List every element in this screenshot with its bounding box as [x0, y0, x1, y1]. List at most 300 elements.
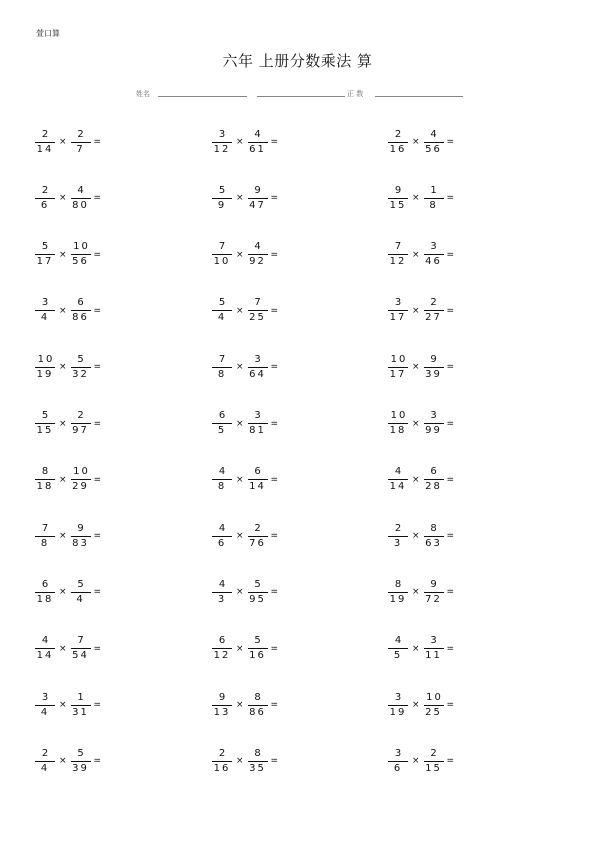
times-sign: ×	[59, 418, 67, 429]
denominator: 8	[424, 198, 444, 212]
problem-item	[34, 347, 101, 387]
denominator: 17	[389, 368, 407, 380]
fraction	[211, 635, 233, 662]
equals-sign: =	[446, 362, 455, 373]
equals-sign: =	[270, 700, 279, 710]
problem-item	[211, 685, 278, 725]
denominator: 25	[249, 312, 266, 324]
denominator: 7	[71, 142, 91, 156]
fraction	[387, 129, 409, 156]
problem-item	[34, 516, 101, 556]
equals-sign: =	[446, 474, 455, 485]
numerator: 3	[394, 747, 404, 759]
equals-sign: =	[270, 137, 279, 147]
fraction	[34, 635, 56, 662]
denominator: 16	[249, 650, 266, 662]
denominator: 31	[72, 706, 89, 718]
numerator: 10	[390, 410, 408, 421]
numerator: 4	[254, 128, 263, 140]
denominator: 10	[213, 256, 231, 268]
denominator: 15	[389, 199, 407, 211]
times-sign: ×	[59, 531, 67, 542]
numerator: 2	[430, 747, 439, 759]
fraction	[387, 241, 409, 268]
name-field-line[interactable]	[158, 96, 247, 97]
numerator: 6	[254, 466, 263, 478]
denominator: 56	[72, 256, 89, 268]
problem-item	[387, 404, 454, 444]
denominator: 9	[212, 198, 232, 212]
numerator: 3	[430, 241, 439, 253]
denominator: 4	[35, 761, 55, 775]
numerator: 8	[254, 747, 263, 759]
fraction	[247, 523, 269, 550]
times-sign: ×	[236, 700, 244, 710]
times-sign: ×	[236, 418, 244, 429]
problem-item	[387, 741, 454, 781]
equals-sign: =	[270, 418, 279, 429]
denominator: 6	[212, 536, 232, 550]
correct-count-field-line[interactable]	[375, 96, 463, 97]
name-label: 姓名	[136, 90, 150, 98]
fraction	[70, 635, 92, 662]
fraction	[211, 523, 233, 550]
numerator: 5	[254, 635, 263, 647]
problem-item	[34, 291, 101, 331]
problem-item	[211, 235, 278, 275]
denominator: 14	[389, 481, 407, 493]
equals-sign: =	[93, 362, 102, 373]
problem-item	[387, 460, 454, 500]
fraction	[423, 523, 445, 550]
denominator: 6	[35, 198, 55, 212]
numerator: 3	[254, 410, 263, 421]
numerator: 4	[218, 466, 228, 478]
numerator: 4	[41, 635, 51, 647]
equals-sign: =	[446, 756, 455, 767]
denominator: 3	[212, 592, 232, 606]
denominator: 3	[388, 536, 408, 550]
numerator: 2	[41, 747, 51, 759]
problem-item	[34, 741, 101, 781]
problem-item	[34, 460, 101, 500]
numerator: 6	[218, 635, 228, 647]
denominator: 15	[36, 425, 54, 436]
problem-item	[34, 572, 101, 612]
numerator: 7	[218, 353, 228, 365]
numerator: 9	[254, 184, 263, 196]
denominator: 25	[425, 706, 442, 718]
denominator: 63	[425, 537, 442, 549]
fraction	[387, 185, 409, 212]
problem-item	[211, 404, 278, 444]
problem-item	[34, 685, 101, 725]
times-sign: ×	[59, 587, 67, 598]
denominator: 19	[389, 593, 407, 605]
fraction	[211, 129, 233, 156]
numerator: 4	[394, 466, 404, 478]
denominator: 12	[213, 650, 231, 662]
denominator: 14	[36, 650, 54, 662]
numerator: 10	[73, 241, 90, 253]
times-sign: ×	[412, 474, 420, 485]
denominator: 47	[249, 199, 266, 211]
fraction	[34, 354, 56, 381]
times-sign: ×	[412, 362, 420, 373]
denominator: 97	[72, 425, 89, 436]
denominator: 17	[389, 312, 407, 324]
fraction	[211, 185, 233, 212]
times-sign: ×	[59, 193, 67, 204]
problem-item	[211, 178, 278, 218]
numerator: 2	[77, 128, 86, 140]
denominator: 14	[249, 481, 266, 493]
numerator: 3	[218, 128, 228, 140]
denominator: 16	[213, 762, 231, 774]
times-sign: ×	[236, 305, 244, 316]
numerator: 9	[218, 691, 228, 703]
fraction	[70, 241, 92, 268]
fraction	[423, 410, 445, 437]
problem-item	[211, 460, 278, 500]
numerator: 8	[41, 466, 51, 478]
times-sign: ×	[236, 587, 244, 598]
problem-item	[34, 235, 101, 275]
numerator: 10	[73, 466, 90, 478]
fraction	[387, 748, 409, 775]
problem-item	[34, 404, 101, 444]
fraction	[211, 692, 233, 719]
fraction	[423, 185, 445, 212]
times-sign: ×	[236, 249, 244, 260]
times-sign: ×	[412, 418, 420, 429]
times-sign: ×	[59, 362, 67, 373]
numerator: 4	[254, 241, 263, 253]
times-sign: ×	[59, 474, 67, 485]
fraction	[70, 692, 92, 719]
numerator: 2	[430, 297, 439, 309]
denominator: 18	[36, 481, 54, 493]
problem-item	[34, 122, 101, 162]
fraction	[34, 241, 56, 268]
fraction	[247, 579, 269, 606]
times-sign: ×	[59, 249, 67, 260]
numerator: 6	[430, 466, 439, 478]
equals-sign: =	[93, 249, 102, 260]
fraction	[423, 354, 445, 381]
fraction	[423, 748, 445, 775]
denominator: 4	[35, 310, 55, 324]
times-sign: ×	[412, 756, 420, 767]
numerator: 2	[394, 128, 404, 140]
fraction	[387, 523, 409, 550]
fraction	[387, 466, 409, 493]
numerator: 1	[430, 184, 439, 196]
numerator: 3	[430, 635, 439, 647]
numerator: 5	[41, 241, 51, 253]
equals-sign: =	[446, 700, 455, 710]
fraction	[423, 635, 445, 662]
equals-sign: =	[93, 418, 102, 429]
fraction	[34, 297, 56, 324]
numerator: 5	[77, 578, 86, 590]
denominator: 81	[249, 425, 266, 436]
numerator: 10	[37, 353, 55, 365]
numerator: 3	[430, 410, 439, 421]
denominator: 56	[425, 143, 442, 155]
fraction	[247, 354, 269, 381]
numerator: 1	[77, 691, 86, 703]
denominator: 16	[389, 143, 407, 155]
denominator: 19	[389, 706, 407, 718]
numerator: 4	[218, 578, 228, 590]
times-sign: ×	[59, 643, 67, 654]
times-sign: ×	[236, 474, 244, 485]
denominator: 15	[425, 762, 442, 774]
denominator: 12	[213, 143, 231, 155]
denominator: 72	[425, 593, 442, 605]
denominator: 99	[425, 425, 442, 436]
problem-item	[387, 122, 454, 162]
numerator: 2	[41, 184, 51, 196]
denominator: 61	[249, 143, 266, 155]
numerator: 2	[254, 522, 263, 534]
page-title: 六年 上册分数乘法 算	[222, 52, 373, 70]
problem-item	[211, 291, 278, 331]
denominator: 39	[72, 762, 89, 774]
equals-sign: =	[93, 756, 102, 767]
equals-sign: =	[93, 643, 102, 654]
times-sign: ×	[412, 643, 420, 654]
times-sign: ×	[236, 643, 244, 654]
fraction	[247, 692, 269, 719]
fraction	[387, 579, 409, 606]
numerator: 2	[41, 128, 51, 140]
problem-item	[211, 122, 278, 162]
denominator: 18	[389, 425, 407, 436]
fraction	[247, 297, 269, 324]
fraction	[423, 129, 445, 156]
problem-item	[387, 178, 454, 218]
problem-item	[387, 347, 454, 387]
fraction	[387, 635, 409, 662]
denominator: 4	[71, 592, 91, 606]
equals-sign: =	[446, 137, 455, 147]
numerator: 7	[218, 241, 228, 253]
times-sign: ×	[236, 362, 244, 373]
denominator: 8	[212, 479, 232, 493]
equals-sign: =	[93, 305, 102, 316]
equals-sign: =	[446, 531, 455, 542]
numerator: 8	[394, 578, 404, 590]
times-sign: ×	[236, 756, 244, 767]
denominator: 92	[249, 256, 266, 268]
times-sign: ×	[412, 137, 420, 147]
numerator: 9	[77, 522, 86, 534]
numerator: 6	[77, 297, 86, 309]
numerator: 3	[41, 691, 51, 703]
equals-sign: =	[270, 474, 279, 485]
numerator: 3	[394, 297, 404, 309]
fraction	[211, 354, 233, 381]
numerator: 5	[77, 747, 86, 759]
fraction	[211, 466, 233, 493]
fraction	[247, 466, 269, 493]
fraction	[423, 466, 445, 493]
denominator: 54	[72, 650, 89, 662]
denominator: 19	[36, 368, 54, 380]
numerator: 5	[254, 578, 263, 590]
equals-sign: =	[93, 474, 102, 485]
fraction	[211, 579, 233, 606]
denominator: 29	[72, 481, 89, 493]
fraction	[211, 241, 233, 268]
fraction	[247, 129, 269, 156]
problem-item	[211, 629, 278, 669]
fraction	[211, 410, 233, 437]
corner-label: 萱口算	[36, 29, 60, 38]
denominator: 14	[36, 143, 54, 155]
equals-sign: =	[270, 305, 279, 316]
numerator: 4	[394, 635, 404, 647]
problem-item	[387, 516, 454, 556]
numerator: 7	[394, 241, 404, 253]
equals-sign: =	[270, 756, 279, 767]
times-sign: ×	[412, 531, 420, 542]
equals-sign: =	[93, 531, 102, 542]
equals-sign: =	[270, 643, 279, 654]
equals-sign: =	[446, 587, 455, 598]
fraction	[34, 523, 56, 550]
times-sign: ×	[236, 193, 244, 204]
equals-sign: =	[446, 249, 455, 260]
problem-item	[387, 291, 454, 331]
fraction	[34, 692, 56, 719]
times-sign: ×	[59, 756, 67, 767]
equals-sign: =	[270, 193, 279, 204]
denominator: 95	[249, 593, 266, 605]
numerator: 6	[41, 578, 51, 590]
fraction	[70, 354, 92, 381]
denominator: 46	[425, 256, 442, 268]
problem-item	[387, 685, 454, 725]
problem-item	[211, 572, 278, 612]
times-sign: ×	[412, 193, 420, 204]
fraction	[423, 579, 445, 606]
times-sign: ×	[412, 587, 420, 598]
numerator: 9	[394, 184, 404, 196]
fraction	[70, 579, 92, 606]
numerator: 4	[218, 522, 228, 534]
fraction	[387, 297, 409, 324]
numerator: 7	[254, 297, 263, 309]
numerator: 2	[218, 747, 228, 759]
times-sign: ×	[236, 531, 244, 542]
numerator: 4	[430, 128, 439, 140]
problem-item	[211, 516, 278, 556]
numerator: 2	[77, 410, 86, 421]
problem-item	[387, 235, 454, 275]
equals-sign: =	[270, 362, 279, 373]
equals-sign: =	[446, 643, 455, 654]
denominator: 83	[72, 537, 89, 549]
fraction	[70, 410, 92, 437]
equals-sign: =	[446, 305, 455, 316]
numerator: 10	[390, 353, 408, 365]
correct-count-label: 正 数	[347, 90, 364, 98]
fraction	[70, 297, 92, 324]
blank-field-line[interactable]	[257, 96, 345, 97]
numerator: 4	[77, 184, 86, 196]
equals-sign: =	[446, 418, 455, 429]
denominator: 5	[388, 648, 408, 662]
fraction	[34, 185, 56, 212]
fraction	[211, 297, 233, 324]
numerator: 2	[394, 522, 404, 534]
denominator: 5	[212, 423, 232, 437]
denominator: 13	[213, 706, 231, 718]
fraction	[34, 748, 56, 775]
denominator: 12	[389, 256, 407, 268]
fraction	[423, 297, 445, 324]
numerator: 3	[254, 353, 263, 365]
numerator: 9	[430, 353, 439, 365]
times-sign: ×	[412, 700, 420, 710]
fraction	[423, 692, 445, 719]
fraction	[387, 692, 409, 719]
fraction	[34, 410, 56, 437]
times-sign: ×	[59, 305, 67, 316]
numerator: 3	[394, 691, 404, 703]
fraction	[247, 410, 269, 437]
fraction	[247, 185, 269, 212]
equals-sign: =	[270, 587, 279, 598]
numerator: 5	[218, 184, 228, 196]
denominator: 6	[388, 761, 408, 775]
denominator: 28	[425, 481, 442, 493]
numerator: 7	[41, 522, 51, 534]
fraction	[70, 129, 92, 156]
denominator: 35	[249, 762, 266, 774]
numerator: 5	[77, 353, 86, 365]
numerator: 5	[218, 297, 228, 309]
problem-item	[34, 178, 101, 218]
denominator: 17	[36, 256, 54, 268]
student-info-row	[0, 88, 595, 102]
times-sign: ×	[412, 305, 420, 316]
problem-item	[387, 572, 454, 612]
times-sign: ×	[59, 700, 67, 710]
numerator: 7	[77, 635, 86, 647]
fraction	[387, 410, 409, 437]
fraction	[247, 635, 269, 662]
denominator: 8	[212, 367, 232, 381]
numerator: 5	[41, 410, 51, 421]
fraction	[34, 579, 56, 606]
denominator: 80	[72, 199, 89, 211]
equals-sign: =	[270, 531, 279, 542]
numerator: 3	[41, 297, 51, 309]
numerator: 8	[430, 522, 439, 534]
times-sign: ×	[412, 249, 420, 260]
equals-sign: =	[270, 249, 279, 260]
problem-item	[211, 347, 278, 387]
denominator: 32	[72, 368, 89, 380]
numerator: 9	[430, 578, 439, 590]
fraction	[211, 748, 233, 775]
equals-sign: =	[93, 700, 102, 710]
fraction	[423, 241, 445, 268]
